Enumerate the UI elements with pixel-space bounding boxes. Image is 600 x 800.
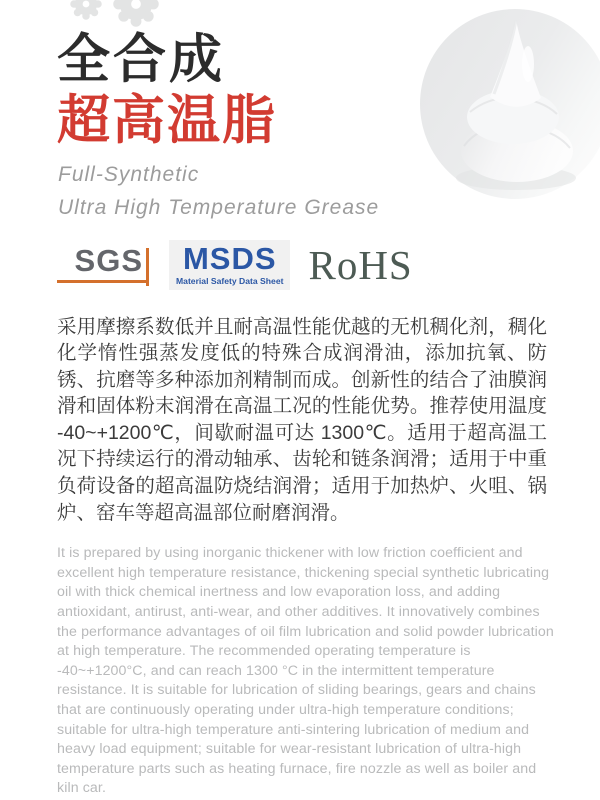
- msds-caption: Material Safety Data Sheet: [176, 276, 284, 286]
- subtitle-line1: Full-Synthetic: [58, 163, 200, 186]
- rohs-label: RoHS: [308, 242, 413, 288]
- title-line1: 全合成: [57, 30, 225, 89]
- page-title: [57, 30, 277, 150]
- subtitle-en: [58, 158, 379, 224]
- msds-label: MSDS: [182, 241, 277, 276]
- subtitle-line2: Ultra High Temperature Grease: [58, 196, 380, 219]
- description-english: It is prepared by using inorganic thickener with low friction coefficient and excellent high temperature resistance, thickening special synthetic lubricating oil with thick chemical inertness and low evaporation loss, and adding antioxidant, antirust, anti-wear, and other additives. It innovatively combines the performance advantages of oil film lubrication and solid powder lubrication at high temperature. The recommended operating temperature is -40~+1200°C, and can reach 1300 °C in the intermittent temperature resistance. It is suitable for lubrication of sliding bearings, gears and chains that are continuously operating under ultra-high temperature conditions; suitable for ultra-high temperature anti-sintering lubrication of medium and heavy load equipment; suitable for wear-resistant lubrication of ultra-high temperature parts such as heating furnace, fire nozzle as well as boiler and kiln car.: [57, 545, 554, 797]
- title-line2: 超高温脂: [57, 91, 277, 150]
- msds-badge: [169, 240, 290, 290]
- certification-badges: [57, 239, 413, 290]
- sgs-badge: [57, 239, 149, 283]
- sgs-label: SGS: [74, 243, 143, 278]
- sgs-orange-tick: [146, 248, 149, 286]
- description-chinese: 采用摩擦系数低并且耐高温性能优越的无机稠化剂，稠化化学惰性强蒸发度低的特殊合成润滑油，添加抗氧、防锈、抗磨等多种添加剂精制而成。创新性的结合了油膜润滑和固体粉末润滑在高温工况的性能优势。推荐使用温度 -40~+1200℃，间歇耐温可达 1300℃。适用于超高温工况下持续运行的滑动轴承、齿轮和链条润滑；适用于中重负荷设备的超高温防烧结润滑；适用于加热炉、火咀、锅炉、窑车等超高温部位耐磨润滑。: [57, 315, 547, 524]
- gear-icon: [110, 0, 162, 30]
- grease-dollop-photo: [420, 4, 600, 206]
- gear-icon: [68, 0, 104, 22]
- rohs-badge: [308, 241, 412, 289]
- product-photo: [420, 4, 600, 206]
